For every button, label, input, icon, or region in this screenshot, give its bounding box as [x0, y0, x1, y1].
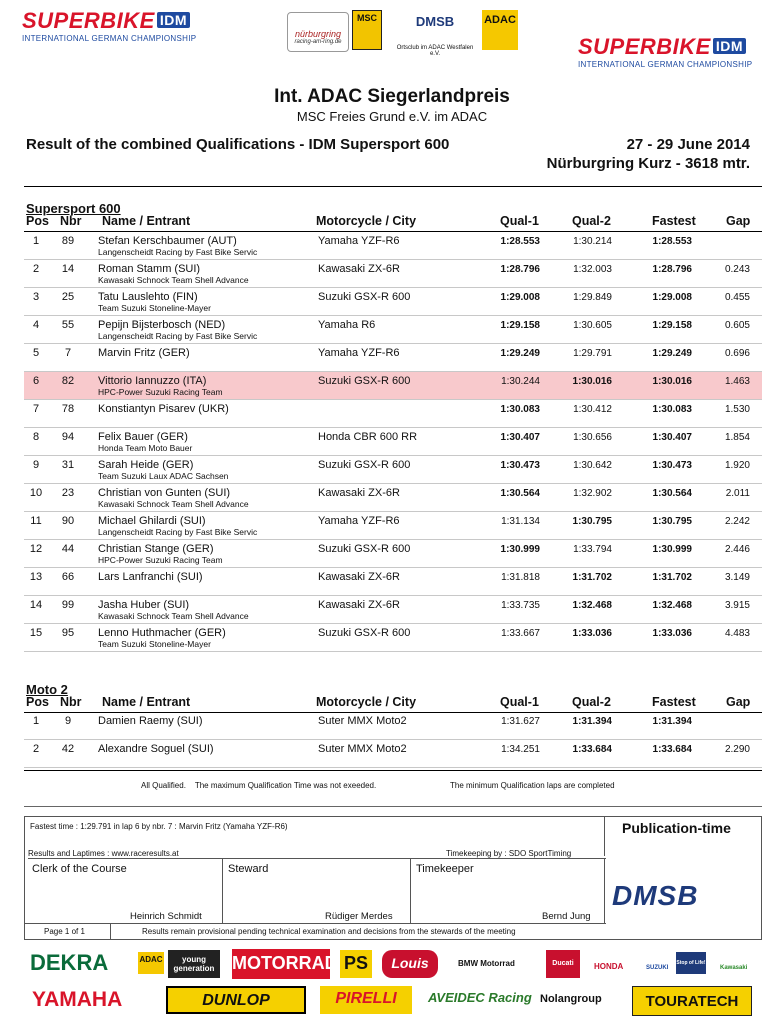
sponsor-kawasaki: Kawasaki — [720, 965, 748, 971]
rider-name: Christian von Gunten (SUI) — [98, 487, 231, 499]
qual2-time: 1:30.016 — [572, 376, 612, 387]
fastest-time-cell: 1:30.407 — [652, 432, 692, 443]
table-row — [24, 740, 762, 768]
qual2-time: 1:30.214 — [573, 236, 612, 247]
qual2-time: 1:30.656 — [573, 432, 612, 443]
motorcycle-cell: Suzuki GSX-R 600 — [318, 627, 411, 639]
section-title-moto2: Moto 2 — [26, 682, 68, 697]
sponsor-pirelli: PIRELLI — [320, 986, 412, 1014]
result-title: Result of the combined Qualifications - IDM Supersport 600 — [26, 136, 450, 153]
sponsor-dekra: DEKRA — [30, 950, 109, 975]
qual2-time: 1:29.791 — [573, 348, 612, 359]
position-cell: 2 — [32, 263, 40, 275]
qual1-time: 1:28.796 — [500, 264, 540, 275]
qual1-time: 1:30.083 — [500, 404, 540, 415]
rider-name: Felix Bauer (GER) — [98, 431, 188, 443]
sponsor-louis: Louis — [382, 950, 438, 978]
number-cell: 82 — [61, 375, 75, 387]
qual1-time: 1:31.134 — [501, 516, 540, 527]
col-pos: Pos — [26, 695, 49, 709]
footer-divider-v — [604, 816, 605, 856]
motorcycle-cell: Yamaha YZF-R6 — [318, 347, 400, 359]
gap-cell: 3.149 — [724, 572, 750, 583]
position-cell: 14 — [29, 599, 43, 611]
msc-logo: MSC — [352, 10, 382, 50]
table-row — [24, 288, 762, 316]
qual1-time: 1:29.249 — [500, 348, 540, 359]
motorcycle-cell: Yamaha R6 — [318, 319, 376, 331]
fastest-time-cell: 1:29.158 — [652, 320, 692, 331]
table-row — [24, 712, 762, 740]
table-row — [24, 512, 762, 540]
qual1-time: 1:30.244 — [501, 376, 540, 387]
gap-cell: 2.242 — [724, 516, 750, 527]
motorcycle-cell: Kawasaki ZX-6R — [318, 263, 400, 275]
footer-divider-4 — [604, 858, 605, 924]
table-row — [24, 344, 762, 372]
number-cell: 99 — [61, 599, 75, 611]
number-cell: 44 — [61, 543, 75, 555]
position-cell: 8 — [32, 431, 40, 443]
table-row — [24, 540, 762, 568]
gap-cell: 0.243 — [724, 264, 750, 275]
fastest-time-cell: 1:29.008 — [652, 292, 692, 303]
event-title: Int. ADAC Siegerlandpreis — [274, 86, 510, 107]
qual2-time: 1:30.412 — [573, 404, 612, 415]
col-q1: Qual-1 — [500, 695, 539, 709]
gap-cell: 2.446 — [724, 544, 750, 555]
team-name: Langenscheidt Racing by Fast Bike Servic — [98, 247, 258, 257]
fastest-time-cell: 1:31.394 — [652, 716, 692, 727]
rider-name: Jasha Huber (SUI) — [98, 599, 190, 611]
table-row — [24, 316, 762, 344]
team-name: HPC-Power Suzuki Racing Team — [98, 387, 223, 397]
rider-name: Tatu Lauslehto (FIN) — [98, 291, 198, 303]
sponsor-ducati: Ducati — [546, 950, 580, 978]
position-cell: 13 — [29, 571, 43, 583]
col-moto: Motorcycle / City — [316, 214, 417, 228]
qual2-time: 1:32.003 — [573, 264, 612, 275]
qual2-time: 1:30.642 — [573, 460, 612, 471]
fastest-time-cell: 1:28.553 — [652, 236, 692, 247]
team-name: Honda Team Moto Bauer — [98, 443, 193, 453]
number-cell: 23 — [61, 487, 75, 499]
event-dates: 27 - 29 June 2014 — [626, 136, 750, 153]
table-row — [24, 568, 762, 596]
fastest-time: Fastest time : 1:29.791 in lap 6 by nbr. 7 : Marvin Fritz (Yamaha YZF-R6) — [30, 822, 288, 831]
footer-divider-2 — [222, 858, 223, 924]
gap-cell: 2.011 — [725, 488, 750, 499]
adac-logo: ADAC — [482, 10, 518, 50]
nurburgring-logo: nürburgring racing-am-ring.de — [287, 12, 349, 52]
sponsor-young-generation: young generation — [168, 950, 220, 978]
position-cell: 9 — [32, 459, 40, 471]
qual2-time: 1:32.902 — [573, 488, 612, 499]
qual2-time: 1:33.794 — [573, 544, 612, 555]
rider-name: Sarah Heide (GER) — [98, 459, 194, 471]
superbike-logo-right: SUPERBIKE IDM INTERNATIONAL GERMAN CHAMPIONSHIP — [578, 34, 753, 69]
gap-cell: 0.696 — [724, 348, 750, 359]
team-name: HPC-Power Suzuki Racing Team — [98, 555, 223, 565]
organizer: MSC Freies Grund e.V. im ADAC — [296, 109, 488, 124]
team-name: Kawasaki Schnock Team Shell Advance — [98, 275, 249, 285]
qual1-time: 1:31.818 — [501, 572, 540, 583]
position-cell: 15 — [29, 627, 43, 639]
position-cell: 11 — [30, 515, 42, 527]
fastest-time-cell: 1:31.702 — [652, 572, 692, 583]
position-cell: 5 — [32, 347, 40, 359]
timekeeping-by: Timekeeping by : SDO SportTiming — [446, 849, 572, 858]
rider-name: Alexandre Soguel (SUI) — [98, 743, 214, 755]
col-q2: Qual-2 — [572, 695, 611, 709]
fastest-time-cell: 1:30.016 — [652, 376, 692, 387]
superbike-logo-left: SUPERBIKE IDM INTERNATIONAL GERMAN CHAMPIONSHIP — [22, 8, 197, 43]
number-cell: 9 — [64, 715, 72, 727]
number-cell: 42 — [61, 743, 75, 755]
sponsor-suzuki: SUZUKI — [646, 965, 669, 971]
qual1-time: 1:30.407 — [500, 432, 540, 443]
event-venue: Nürburgring Kurz - 3618 mtr. — [546, 155, 750, 172]
qual2-time: 1:33.684 — [572, 744, 612, 755]
number-cell: 90 — [61, 515, 75, 527]
header-divider — [24, 186, 762, 187]
gap-cell: 1.854 — [724, 432, 750, 443]
col-name: Name / Entrant — [102, 695, 191, 709]
motorcycle-cell: Suter MMX Moto2 — [318, 715, 407, 727]
gap-cell: 0.605 — [724, 320, 750, 331]
fastest-time-cell: 1:30.083 — [652, 404, 692, 415]
footer-top-rule — [24, 806, 762, 807]
sponsor-motorrad: MOTORRAD — [232, 949, 330, 979]
position-cell: 4 — [32, 319, 40, 331]
col-moto: Motorcycle / City — [316, 695, 417, 709]
sponsor-ps: PS — [340, 950, 372, 978]
qual2-time: 1:33.036 — [572, 628, 612, 639]
motorcycle-cell: Suzuki GSX-R 600 — [318, 291, 411, 303]
position-cell: 7 — [32, 403, 40, 415]
column-header-row — [24, 214, 762, 232]
rider-name: Roman Stamm (SUI) — [98, 263, 201, 275]
qual1-time: 1:29.158 — [500, 320, 540, 331]
column-header-row-moto2 — [24, 695, 762, 713]
fastest-time-cell: 1:30.473 — [652, 460, 692, 471]
table-row — [24, 624, 762, 652]
footer-rule-2 — [28, 858, 606, 859]
team-name: Langenscheidt Racing by Fast Bike Servic — [98, 527, 258, 537]
table-row — [24, 372, 762, 400]
section-title-supersport: Supersport 600 — [26, 201, 121, 216]
qual1-time: 1:30.473 — [500, 460, 540, 471]
motorcycle-cell: Yamaha YZF-R6 — [318, 235, 400, 247]
sponsor-aveidec: AVEIDEC Racing — [428, 990, 532, 1005]
gap-cell: 4.483 — [724, 628, 750, 639]
motorcycle-cell: Honda CBR 600 RR — [318, 431, 418, 443]
qual1-time: 1:28.553 — [500, 236, 540, 247]
position-cell: 1 — [32, 235, 40, 247]
table-row — [24, 260, 762, 288]
col-gap: Gap — [726, 695, 751, 709]
col-name: Name / Entrant — [102, 214, 191, 228]
team-name: Team Suzuki Stoneline-Mayer — [98, 303, 211, 313]
rider-name: Pepijn Bijsterbosch (NED) — [98, 319, 226, 331]
timekeeper-name: Bernd Jung — [542, 911, 591, 922]
motorcycle-cell: Kawasaki ZX-6R — [318, 599, 400, 611]
number-cell: 94 — [61, 431, 75, 443]
qual1-time: 1:30.999 — [500, 544, 540, 555]
position-cell: 3 — [32, 291, 40, 303]
rider-name: Marvin Fritz (GER) — [98, 347, 190, 359]
team-name: Team Suzuki Stoneline-Mayer — [98, 639, 211, 649]
gap-cell: 3.915 — [724, 600, 750, 611]
note-all-qualified: All Qualified. The maximum Qualification Time was not exeeded. — [141, 781, 377, 790]
page-number: Page 1 of 1 — [44, 927, 85, 936]
team-name: Kawasaki Schnock Team Shell Advance — [98, 611, 249, 621]
col-q1: Qual-1 — [500, 214, 539, 228]
clerk-name: Heinrich Schmidt — [130, 911, 202, 922]
clerk-label: Clerk of the Course — [32, 863, 127, 875]
gap-cell: 1.463 — [724, 376, 750, 387]
fastest-time-cell: 1:33.684 — [652, 744, 692, 755]
table-row — [24, 232, 762, 260]
sponsor-nolangroup: Nolangroup — [540, 993, 602, 1005]
qual1-time: 1:33.735 — [501, 600, 540, 611]
steward-name: Rüdiger Merdes — [325, 911, 393, 922]
col-gap: Gap — [726, 214, 751, 228]
sponsor-touratech: TOURATECH — [632, 986, 752, 1016]
table-row — [24, 596, 762, 624]
table-row — [24, 428, 762, 456]
fastest-time-cell: 1:30.999 — [652, 544, 692, 555]
position-cell: 2 — [32, 743, 40, 755]
motorcycle-cell: Kawasaki ZX-6R — [318, 487, 400, 499]
sponsor-adac: ADAC — [138, 952, 164, 974]
qual1-time: 1:31.627 — [501, 716, 540, 727]
rider-name: Michael Ghilardi (SUI) — [98, 515, 206, 527]
qual2-time: 1:31.394 — [572, 716, 612, 727]
rider-name: Vittorio Iannuzzo (ITA) — [98, 375, 207, 387]
footer-divider-3 — [410, 858, 411, 924]
number-cell: 25 — [61, 291, 75, 303]
gap-cell: 2.290 — [724, 744, 750, 755]
team-name: Langenscheidt Racing by Fast Bike Servic — [98, 331, 258, 341]
dmsb-logo: DMSB — [612, 880, 699, 911]
sponsor-bmw: BMW Motorrad — [458, 959, 515, 968]
motorcycle-cell: Suter MMX Moto2 — [318, 743, 407, 755]
rider-name: Stefan Kerschbaumer (AUT) — [98, 235, 237, 247]
col-nbr: Nbr — [60, 214, 82, 228]
motorcycle-cell: Yamaha YZF-R6 — [318, 515, 400, 527]
steward-label: Steward — [228, 863, 269, 875]
team-name: Kawasaki Schnock Team Shell Advance — [98, 499, 249, 509]
rider-name: Lenno Huthmacher (GER) — [98, 627, 226, 639]
sponsor-dunlop: DUNLOP — [166, 986, 306, 1014]
qual2-time: 1:31.702 — [572, 572, 612, 583]
motorcycle-cell: Suzuki GSX-R 600 — [318, 375, 411, 387]
sponsor-stop-of-life: Stop of Life! — [676, 952, 706, 974]
qual1-time: 1:29.008 — [500, 292, 540, 303]
fastest-time-cell: 1:30.795 — [652, 516, 692, 527]
qual1-time: 1:34.251 — [501, 744, 540, 755]
position-cell: 6 — [32, 375, 40, 387]
fastest-time-cell: 1:32.468 — [652, 600, 692, 611]
dmsb-club-logo: DMSB Ortsclub im ADAC Westfalen e.V. — [396, 14, 474, 57]
footer-divider-5 — [110, 923, 111, 940]
qual1-time: 1:33.667 — [501, 628, 540, 639]
qual2-time: 1:30.795 — [572, 516, 612, 527]
number-cell: 66 — [61, 571, 75, 583]
col-q2: Qual-2 — [572, 214, 611, 228]
fastest-time-cell: 1:28.796 — [652, 264, 692, 275]
col-pos: Pos — [26, 214, 49, 228]
col-fastest: Fastest — [652, 695, 696, 709]
motorcycle-cell: Kawasaki ZX-6R — [318, 571, 400, 583]
sponsor-honda: HONDA — [594, 962, 624, 971]
position-cell: 12 — [29, 543, 43, 555]
rider-name: Christian Stange (GER) — [98, 543, 214, 555]
number-cell: 14 — [61, 263, 75, 275]
number-cell: 78 — [61, 403, 75, 415]
fastest-time-cell: 1:29.249 — [652, 348, 692, 359]
number-cell: 7 — [64, 347, 72, 359]
gap-cell: 0.455 — [724, 292, 750, 303]
footer-rule-3 — [24, 923, 606, 924]
rider-name: Damien Raemy (SUI) — [98, 715, 203, 727]
rider-name: Lars Lanfranchi (SUI) — [98, 571, 203, 583]
qual2-time: 1:30.605 — [573, 320, 612, 331]
qual2-time: 1:32.468 — [572, 600, 612, 611]
col-nbr: Nbr — [60, 695, 82, 709]
results-url: Results and Laptimes : www.raceresults.at — [28, 849, 179, 858]
gap-cell: 1.920 — [724, 460, 750, 471]
qual1-time: 1:30.564 — [500, 488, 540, 499]
sponsor-yamaha: YAMAHA — [32, 988, 123, 1011]
fastest-time-cell: 1:33.036 — [652, 628, 692, 639]
number-cell: 89 — [61, 235, 75, 247]
position-cell: 1 — [32, 715, 40, 727]
motorcycle-cell: Suzuki GSX-R 600 — [318, 459, 411, 471]
number-cell: 55 — [61, 319, 75, 331]
note-min-laps: The minimum Qualification laps are completed — [450, 781, 615, 790]
table-row — [24, 400, 762, 428]
provisional-note: Results remain provisional pending technical examination and decisions from the stewards of the meeting — [142, 927, 516, 936]
gap-cell: 1.530 — [724, 404, 750, 415]
col-fastest: Fastest — [652, 214, 696, 228]
timekeeper-label: Timekeeper — [416, 863, 474, 875]
table-end-rule — [24, 770, 762, 771]
table-row — [24, 456, 762, 484]
qual2-time: 1:29.849 — [573, 292, 612, 303]
motorcycle-cell: Suzuki GSX-R 600 — [318, 543, 411, 555]
position-cell: 10 — [29, 487, 43, 499]
number-cell: 95 — [61, 627, 75, 639]
table-row — [24, 484, 762, 512]
rider-name: Konstiantyn Pisarev (UKR) — [98, 403, 229, 415]
publication-time-label: Publication-time — [622, 820, 731, 836]
number-cell: 31 — [61, 459, 75, 471]
team-name: Team Suzuki Laux ADAC Sachsen — [98, 471, 229, 481]
fastest-time-cell: 1:30.564 — [652, 488, 692, 499]
